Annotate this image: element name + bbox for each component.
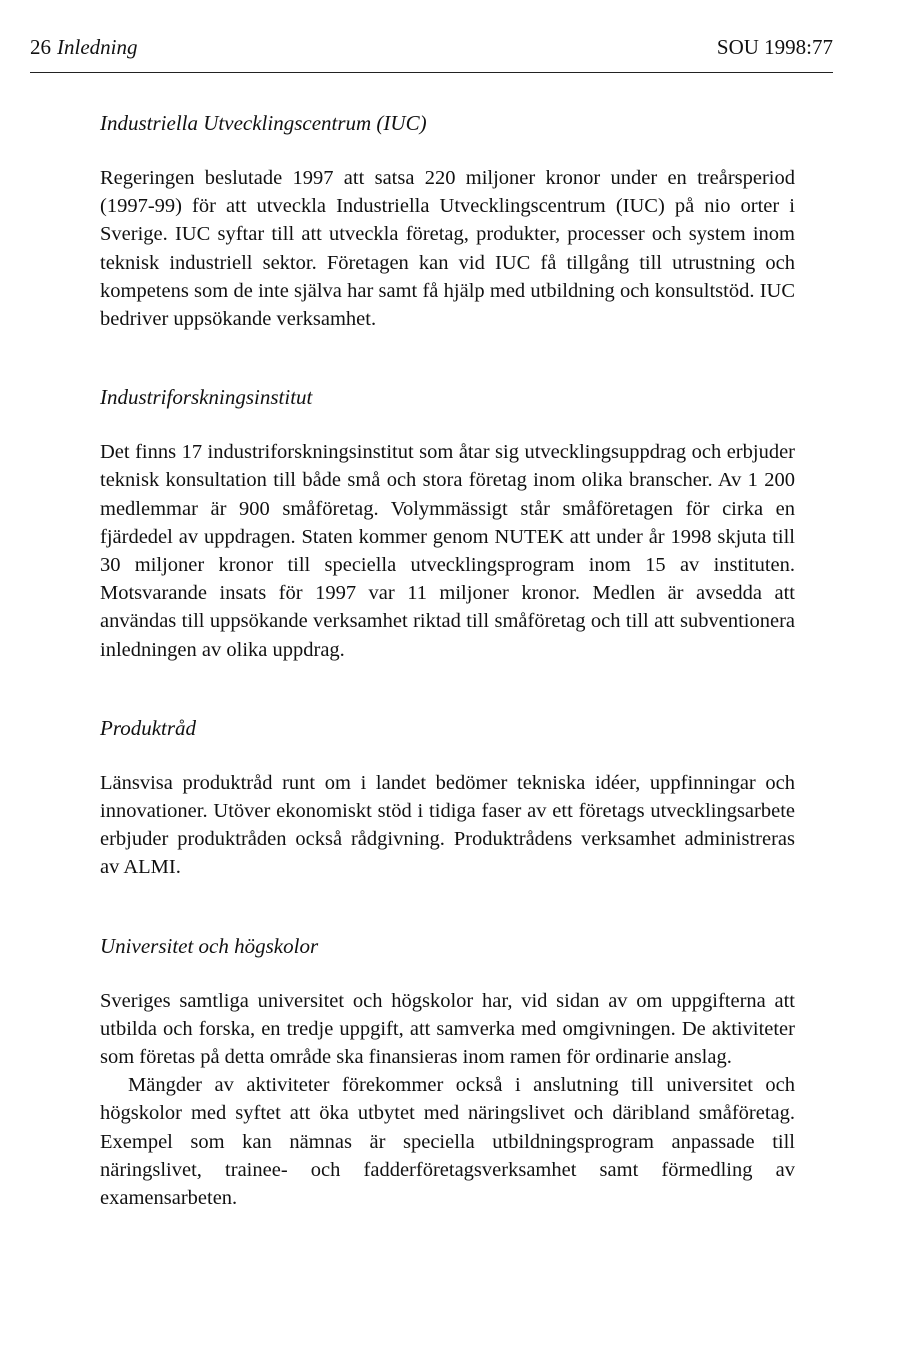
section-heading: Produktråd bbox=[100, 715, 197, 740]
page-content bbox=[100, 108, 795, 1212]
page-number: 26 bbox=[30, 35, 51, 59]
section-produktrad bbox=[100, 713, 795, 882]
section-paragraph: Det finns 17 industriforskningsinstitut som åtar sig utvecklingsuppdrag och erbjuder teknisk konsultation till både små och stora företag inom olika branscher. Av 1 200 medlemmar är 900 småföretag. Volymmässigt står småföretagen för cirka en fjärdedel av uppdragen. Staten kommer genom NUTEK att under år 1998 skjuta till 30 miljoner kronor till speciella utvecklingsprogram inom 15 av instituten. Motsvarande insats för 1997 var 11 miljoner kronor. Medlen är avsedda att användas till uppsökande verksamhet riktad till småföretag och till att subventionera inledningen av olika uppdrag. bbox=[100, 441, 795, 661]
report-id: SOU 1998:77 bbox=[716, 35, 833, 59]
chapter-title: Inledning bbox=[57, 35, 138, 59]
header-divider bbox=[30, 72, 833, 73]
section-heading: Industriella Utvecklingscentrum (IUC) bbox=[100, 111, 427, 135]
section-heading: Industriforskningsinstitut bbox=[100, 385, 313, 410]
section-industriforskningsinstitut bbox=[100, 382, 795, 664]
section-paragraph: Länsvisa produktråd runt om i landet bedömer tekniska idéer, uppfinningar och innovationer. Utöver ekonomiskt stöd i tidiga faser av ett företags utvecklingsarbete erbjuder produktråden också rådgivning. Produktrådens verksamhet administreras av ALMI. bbox=[100, 771, 795, 879]
document-page bbox=[30, 0, 833, 1372]
section-paragraph: Mängder av aktiviteter förekommer också i anslutning till universitet och högskolor med syftet att öka utbytet med näringslivet och däribland småföretag. Exempel som kan nämnas är speciella utbildningsprogram anpassade till näringslivet, trainee- och fadderföretagsverksamhet samt förmedling av examensarbeten. bbox=[100, 1074, 795, 1210]
section-iuc bbox=[100, 108, 795, 333]
section-paragraph: Regeringen beslutade 1997 att satsa 220 miljoner kronor under en treårsperiod (1997-99) för att utveckla Industriella Utvecklingscentrum (IUC) på nio orter i Sverige. IUC syftar till att utveckla företag, produkter, processer och system inom teknisk industriell sektor. Företagen kan vid IUC få tillgång till utrustning och kompetens som de inte själva har samt få hjälp med utbildning och konsultstöd. IUC bedriver uppsökande verksamhet. bbox=[100, 167, 795, 331]
section-paragraph: Sveriges samtliga universitet och högskolor har, vid sidan av om uppgifterna att utbilda och forska, en tredje uppgift, att samverka med omgivningen. De aktiviteter som företas på detta område ska finansieras inom ramen för ordinarie anslag. bbox=[100, 989, 795, 1069]
page-header bbox=[30, 30, 833, 64]
section-universitet bbox=[100, 931, 795, 1213]
section-heading: Universitet och högskolor bbox=[100, 933, 319, 958]
header-left bbox=[30, 30, 137, 64]
